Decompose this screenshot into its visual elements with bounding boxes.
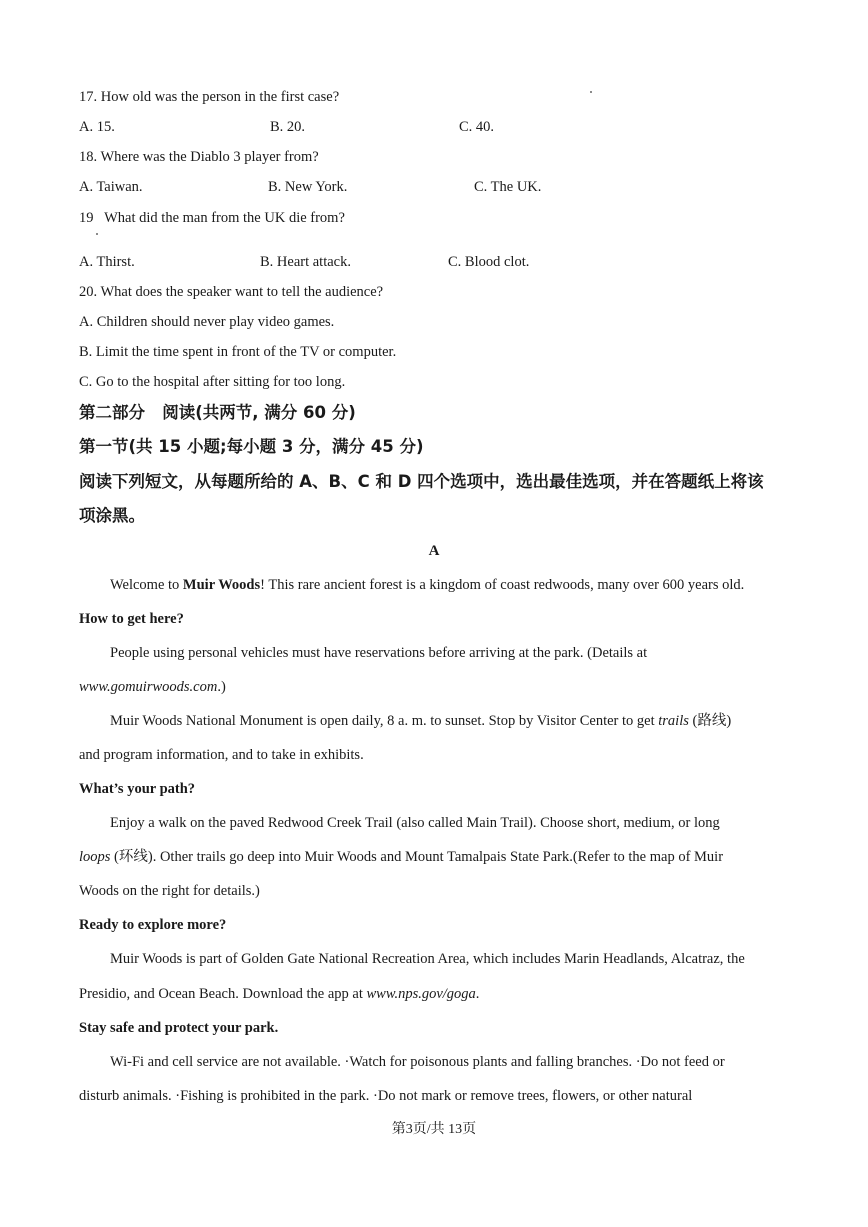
paragraph-3-line-2 (79, 847, 723, 867)
paragraph-2-line-1-post: (路线) (688, 713, 732, 729)
paragraph-4-line-2 (79, 984, 479, 1004)
question-19-stem: 19 What did the man from the UK die from? (79, 210, 345, 226)
instruction-line-1: 阅读下列短文，从每题所给的 A、B、C 和 D 四个选项中，选出最佳选项，并在答题纸上将该 (79, 472, 764, 491)
question-17-stem: 17. How old was the person in the first case? (79, 89, 340, 105)
question-19-option-b: B. Heart attack. (260, 254, 351, 270)
paragraph-3-line-1: Enjoy a walk on the paved Redwood Creek Trail (also called Main Trail). Choose short, medium, or long (110, 815, 720, 831)
paragraph-5-line-2: disturb animals. ·Fishing is prohibited in the park. ·Do not mark or remove trees, flowers, or other natural (79, 1088, 693, 1104)
instruction-line-2: 项涂黑。 (79, 506, 145, 525)
heading-whats-your-path: What’s your path? (79, 781, 196, 797)
paragraph-4-line-2-pre: Presidio, and Ocean Beach. Download the app at (79, 986, 367, 1002)
scan-speck (590, 91, 592, 93)
question-18-option-a: A. Taiwan. (79, 179, 143, 195)
question-18-stem: 18. Where was the Diablo 3 player from? (79, 149, 319, 165)
heading-stay-safe: Stay safe and protect your park. (79, 1020, 279, 1036)
paragraph-1-line-2-post: .) (217, 679, 226, 695)
scan-speck (96, 233, 98, 235)
intro-text-post: ! This rare ancient forest is a kingdom of coast redwoods, many over 600 years old. (260, 577, 745, 593)
question-17-option-a: A. 15. (79, 119, 115, 135)
question-20-stem: 20. What does the speaker want to tell the audience? (79, 284, 384, 300)
heading-ready-to-explore: Ready to explore more? (79, 917, 227, 933)
paragraph-2-line-1-pre: Muir Woods National Monument is open daily, 8 a. m. to sunset. Stop by Visitor Center to get (110, 713, 659, 729)
paragraph-5-line-1: Wi-Fi and cell service are not available. ·Watch for poisonous plants and falling branches. ·Do not feed or (110, 1054, 725, 1070)
part-title: 第二部分 阅读(共两节, 满分 60 分) (79, 403, 356, 422)
paragraph-1-line-1: People using personal vehicles must have reservations before arriving at the park. (Details at (110, 645, 648, 661)
question-17-option-c: C. 40. (459, 119, 495, 135)
question-20-option-c: C. Go to the hospital after sitting for too long. (79, 374, 346, 390)
paragraph-4-line-1: Muir Woods is part of Golden Gate National Recreation Area, which includes Marin Headlands, Alcatraz, the (110, 951, 745, 967)
reservation-url: www.gomuirwoods.com (79, 679, 218, 695)
question-18-option-b: B. New York. (268, 179, 348, 195)
passage-label: A (428, 543, 440, 559)
question-20-option-b: B. Limit the time spent in front of the TV or computer. (79, 344, 397, 360)
page-footer: 第3页/共 13页 (391, 1122, 477, 1137)
intro-text-bold: Muir Woods (182, 577, 261, 593)
question-19-option-c: C. Blood clot. (448, 254, 530, 270)
section-subtitle: 第一节(共 15 小题;每小题 3 分，满分 45 分) (79, 437, 424, 456)
heading-how-to-get-here: How to get here? (79, 611, 184, 627)
paragraph-3-line-2-post: (环线). Other trails go deep into Muir Woods and Mount Tamalpais State Park.(Refer to the map of Muir (110, 849, 724, 865)
paragraph-2-line-2: and program information, and to take in exhibits. (79, 747, 364, 763)
intro-text-pre: Welcome to (110, 577, 183, 593)
paragraph-2-line-1 (110, 711, 731, 731)
app-url: www.nps.gov/goga (366, 986, 476, 1002)
question-18-option-c: C. The UK. (474, 179, 542, 195)
question-19-option-a: A. Thirst. (79, 254, 135, 270)
paragraph-3-line-3: Woods on the right for details.) (79, 883, 260, 899)
question-20-option-a: A. Children should never play video games. (79, 314, 335, 330)
paragraph-1-line-2 (79, 677, 226, 697)
paragraph-4-line-2-post: . (475, 986, 480, 1002)
word-loops: loops (79, 849, 111, 865)
question-17-option-b: B. 20. (270, 119, 306, 135)
word-trails: trails (658, 713, 689, 729)
passage-intro (110, 575, 744, 595)
